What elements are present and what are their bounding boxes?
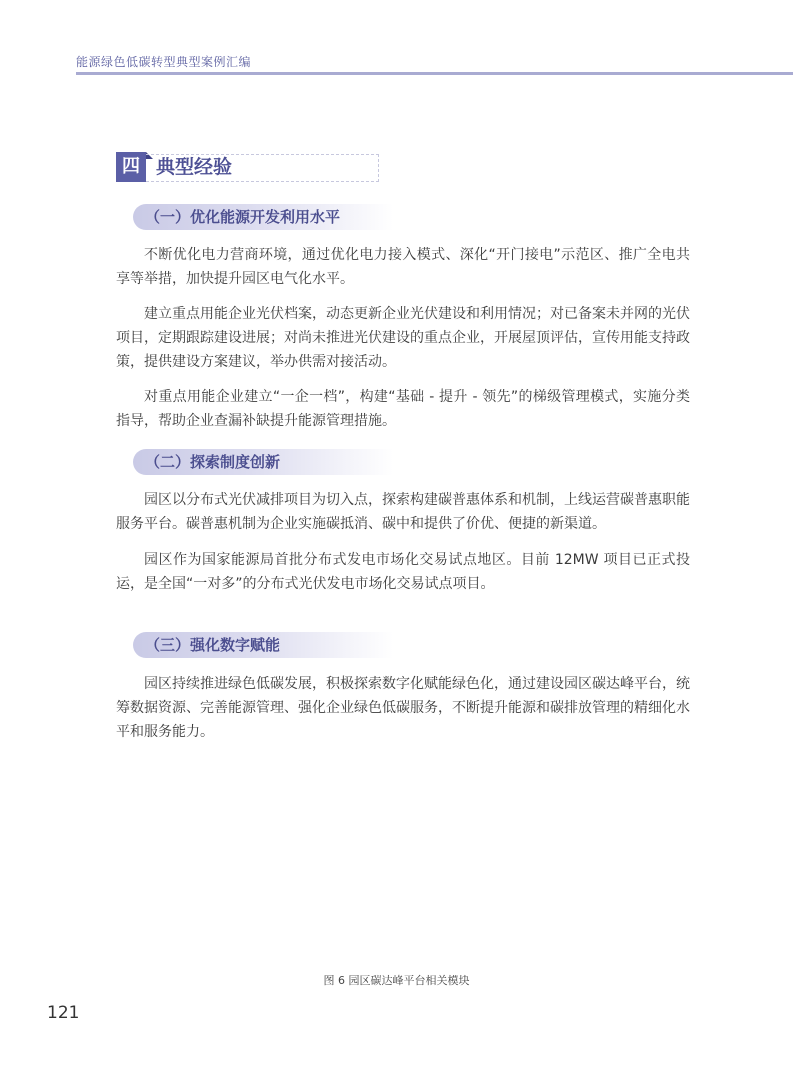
subsection-heading-3 bbox=[133, 632, 393, 658]
paragraph: 园区以分布式光伏减排项目为切入点，探索构建碳普惠体系和机制，上线运营碳普惠职能服务平台。碳普惠机制为企业实施碳抵消、碳中和提供了价优、便捷的新渠道。 bbox=[116, 492, 690, 532]
paragraph: 园区作为国家能源局首批分布式发电市场化交易试点地区。目前 12MW 项目已正式投运，是全国“一对多”的分布式光伏发电市场化交易试点项目。 bbox=[116, 552, 690, 592]
paragraph: 对重点用能企业建立“一企一档”，构建“基础 - 提升 - 领先”的梯级管理模式，实施分类指导，帮助企业查漏补缺提升能源管理措施。 bbox=[116, 389, 690, 429]
header-rule bbox=[76, 72, 793, 75]
paragraph: 建立重点用能企业光伏档案，动态更新企业光伏建设和利用情况；对已备案未并网的光伏项目，定期跟踪建设进展；对尚未推进光伏建设的重点企业，开展屋顶评估，宣传用能支持政策，提供建设方案建议，举办供需对接活动。 bbox=[116, 306, 690, 370]
subsection-heading-text: （二）探索制度创新 bbox=[145, 453, 281, 471]
running-header: 能源绿色低碳转型典型案例汇编 bbox=[76, 55, 252, 69]
page-number: 121 bbox=[47, 1003, 80, 1023]
subsection-heading-text: （一）优化能源开发利用水平 bbox=[145, 208, 341, 226]
section-title: 典型经验 bbox=[156, 156, 233, 178]
figure-caption: 图 6 园区碳达峰平台相关模块 bbox=[323, 974, 470, 987]
section-number: 四 bbox=[116, 152, 146, 182]
paragraph: 园区持续推进绿色低碳发展，积极探索数字化赋能绿色化，通过建设园区碳达峰平台，统筹数据资源、完善能源管理、强化企业绿色低碳服务，不断提升能源和碳排放管理的精细化水平和服务能力。 bbox=[116, 676, 690, 740]
subsection-heading-2 bbox=[133, 449, 393, 475]
paragraph: 不断优化电力营商环境，通过优化电力接入模式、深化“开门接电”示范区、推广全电共享等举措，加快提升园区电气化水平。 bbox=[116, 247, 690, 287]
subsection-heading-text: （三）强化数字赋能 bbox=[145, 636, 281, 654]
subsection-heading-1 bbox=[133, 204, 393, 230]
